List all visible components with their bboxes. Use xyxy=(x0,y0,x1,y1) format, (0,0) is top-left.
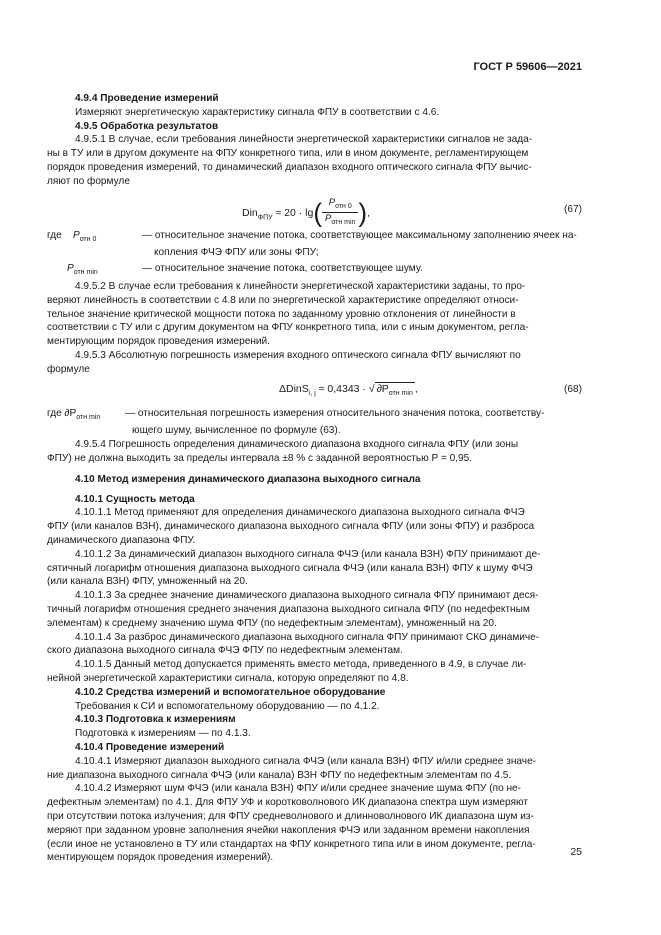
paragraph-4-10-4-2: 4.10.4.2 Измеряют шум ФЧЭ (или канала ВЗН) ФПУ и/или среднее значение шума ФПУ (по не- дефектным элементам) по 4.1. Для ФПУ УФ и коротковолнового ИК диапазона спектра шум измеряют при отсутствии потока излучения; для ФПУ средневолнового и длинноволнового ИК диапазона шум из- меряют при заданном уровне заполнения ячейки накопления ФЧЭ или заданном времени накопления (если иное не установлено в ТУ или стандартах на ФПУ конкретного типа или в ином документе, регла- ментирующем порядок проведения измерений). xyxy=(47,783,536,864)
text-line: порядок проведения измерений, то динамический диапазон входного оптического сигнала ФПУ вычис- xyxy=(47,161,532,173)
paragraph-4-9-5-4: 4.9.5.4 Погрешность определения динамического диапазона входного сигнала ФПУ (или зоны ФПУ) не должна выходить за пределы интервала ±8 % с заданной вероятностью P = 0,95. xyxy=(47,439,519,464)
equation-67-fraction: $\frac{P_{отн 0}}{P_{отн min}}$ xyxy=(322,197,358,230)
paragraph-4-10-1-3: 4.10.1.3 За среднее значение динамического диапазона выходного сигнала ФПУ принимают деся- тичный логарифм отношения среднего значения диапазона выходного сигнала ФПУ (по недефектным элементам) к среднему значению шума ФПУ (по недефектным элементам), умноженный на 20. xyxy=(47,590,539,629)
section-4-10-2-title: 4.10.2 Средства измерений и вспомогательное оборудование xyxy=(75,686,386,698)
paragraph-4-9-5-3: 4.9.5.3 Абсолютную погрешность измерения входного оптического сигнала ФПУ вычисляют по формуле xyxy=(47,349,521,375)
section-4-10-title: 4.10 Метод измерения динамического диапазона выходного сигнала xyxy=(75,473,421,485)
equation-68-number: (68) xyxy=(564,383,582,395)
section-4-10-1-title: 4.10.1 Сущность метода xyxy=(75,493,195,505)
section-4-10-4-title: 4.10.4 Проведение измерений xyxy=(75,741,225,753)
section-4-10-2-text: Требования к СИ и вспомогательному оборудованию — по 4.1.2. xyxy=(75,700,380,712)
equation-67-number: (67) xyxy=(564,203,582,215)
text-line: ны в ТУ или в другом документе на ФПУ конкретного типа, или в ином документе, регламентирующем xyxy=(47,148,529,160)
text-line: ляют по формуле xyxy=(47,175,130,187)
text-line: 4.9.5.1 В случае, если требования линейности энергетической характеристики сигналов не зада- xyxy=(75,134,533,146)
document-body xyxy=(47,92,582,865)
paragraph-4-10-1-5: 4.10.1.5 Данный метод допускается применять вместо метода, приведенного в 4.9, в случае ли- нейной энергетической характеристики сигнала, которую определяют по 4.8. xyxy=(47,659,527,684)
section-4-10-3-title: 4.10.3 Подготовка к измерениям xyxy=(75,714,236,726)
where-block-2: где $\partial P_{отн min}$ — относительная погрешность измерения относительного значения потока, соответству- ющего шуму, вычисленное по формуле (63). xyxy=(47,407,545,437)
where-block-1: где $P_{отн 0}$ — относительное значение потока, соответствующее максимальному заполнению ячеек на- копления ФЧЭ ФПУ или зоны ФПУ; $P_{отн min}$ — относительное значение потока, соответствующее шуму. xyxy=(47,229,577,277)
paragraph-4-10-4-1: 4.10.4.1 Измеряют диапазон выходного сигнала ФЧЭ (или канала ВЗН) ФПУ и/или среднее значе- ние диапазона выходного сигнала ФЧЭ (или канала) ВЗН ФПУ по недефектным элементам по 4.5. xyxy=(47,755,537,781)
paragraph-4-9-5-1 xyxy=(47,133,582,188)
document-header: ГОСТ Р 59606—2021 xyxy=(473,61,582,73)
paragraph-4-10-1-4: 4.10.1.4 За разброс динамического диапазона выходного сигнала ФПУ принимают СКО динамиче- ского диапазона выходного сигнала ФЧЭ ФПУ по недефектным элементам. xyxy=(47,631,540,657)
paragraph-4-10-1-1: 4.10.1.1 Метод применяют для определения динамического диапазона выходного сигнала ФЧЭ ФПУ (или каналов ВЗН), динамического диапазона выходного сигнала ФПУ (или зоны ФПУ) и разброса динамического диапазона ФПУ. xyxy=(47,507,535,546)
equation-68-expression: ΔDinS$_{i, j}$ ≈ 0,4343 · √ $\partial P_{отн min}$ , xyxy=(279,382,418,397)
equation-68 xyxy=(47,377,582,407)
equation-67 xyxy=(47,189,582,229)
section-4-9-5-title: 4.9.5 Обработка результатов xyxy=(75,120,219,132)
page-number: 25 xyxy=(570,846,582,858)
section-4-9-4-title: 4.9.4 Проведение измерений xyxy=(75,93,219,104)
equation-67-expression: Din$_{ФПУ}$ ≈ 20 · lg( $\frac{P_{отн 0}}{P_{отн min}}$ ), xyxy=(242,197,370,230)
section-4-9-4-text: Измеряют энергетическую характеристику сигнала ФПУ в соответствии с 4.6. xyxy=(75,106,440,118)
paragraph-4-10-1-2: 4.10.1.2 За динамический диапазон выходного сигнала ФЧЭ (или канала ВЗН) ФПУ принимают де- сятичный логарифм отношения диапазона выходного сигнала ФЧЭ (или канала ВЗН) ФПУ к шуму ФЧЭ (или канала ВЗН) ФПУ, умноженный на 20. xyxy=(47,548,541,588)
section-4-10-3-text: Подготовка к измерениям — по 4.1.3. xyxy=(75,728,251,740)
paragraph-4-9-5-2: 4.9.5.2 В случае если требования к линейности энергетической характеристики заданы, то про- веряют линейность в соответствии с 4.8 или по энергетической характеристике определяют относи- тельное значение критической мощности потока по заданному уровню отклонения от линейности в соответствии с ТУ или с другим документом на ФПУ конкретного типа, или с иным документом, регла- ментирующим порядок проведения измерений. xyxy=(47,281,529,348)
